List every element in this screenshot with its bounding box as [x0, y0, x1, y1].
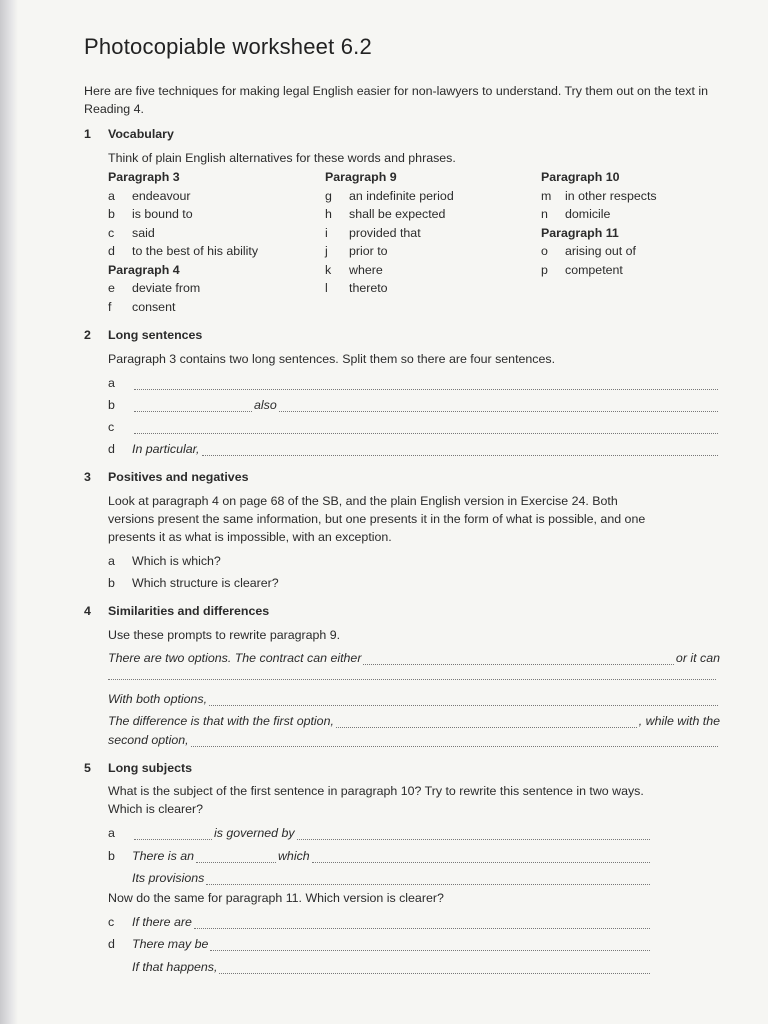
section-5-number: 5 [84, 761, 91, 775]
section-2-number: 2 [84, 328, 91, 342]
list-item: d to the best of his ability [108, 244, 259, 258]
section-5-instruction-line-1: What is the subject of the first sentence in paragraph 10? Try to rewrite this sentence in two ways. [108, 784, 644, 798]
vocab-column-3 [541, 168, 721, 279]
vocab-column-2 [325, 168, 525, 298]
list-item: b is bound to [108, 207, 193, 221]
list-item: l thereto [325, 281, 388, 295]
answer-line-5a[interactable]: a is governed by [108, 822, 652, 840]
answer-line-5d[interactable]: d There may be [108, 933, 652, 951]
answer-line-2b[interactable]: b also [108, 394, 720, 412]
list-item: a endeavour [108, 188, 191, 203]
paragraph-4-heading: Paragraph 4 [108, 262, 180, 277]
answer-line-2c[interactable]: c [108, 416, 720, 434]
list-item: c said [108, 225, 155, 240]
paragraph-11-heading: Paragraph 11 [541, 225, 619, 240]
list-item: i provided that [325, 225, 421, 240]
list-item: g an indefinite period [325, 188, 454, 203]
section-5-instruction-line-3: Now do the same for paragraph 11. Which version is clearer? [108, 891, 444, 905]
question-3b: b Which structure is clearer? [108, 576, 279, 590]
section-5-instruction-line-2: Which is clearer? [108, 802, 204, 816]
list-item: n domicile [541, 207, 611, 221]
list-item: m in other respects [541, 188, 657, 203]
section-4-number: 4 [84, 604, 91, 618]
section-3-instruction-line-1: Look at paragraph 4 on page 68 of the SB, and the plain English version in Exercise 24. Both [108, 494, 618, 508]
answer-line-5c[interactable]: c If there are [108, 911, 652, 929]
answer-line-4-3[interactable]: The difference is that with the first option, , while with the [108, 714, 720, 728]
list-item: k where [325, 262, 383, 277]
paragraph-9-heading: Paragraph 9 [325, 170, 397, 184]
section-5-title: Long subjects [108, 761, 192, 775]
answer-line-4-2[interactable]: With both options, [108, 688, 720, 706]
section-3-instruction-line-3: presents it as what is impossible, with an exception. [108, 530, 392, 544]
section-2-instruction: Paragraph 3 contains two long sentences. Split them so there are four sentences. [108, 352, 556, 366]
list-item: p competent [541, 262, 623, 277]
list-item: e deviate from [108, 281, 201, 295]
list-item: o arising out of [541, 244, 636, 258]
answer-line-5b[interactable]: b There is an which [108, 845, 652, 863]
section-3-instruction-line-2: versions present the same information, but one presents it in the form of what is possible, and one [108, 512, 646, 526]
question-3a: a Which is which? [108, 554, 221, 568]
vocab-column-1 [108, 168, 318, 316]
list-item: f consent [108, 299, 176, 314]
list-item: h shall be expected [325, 207, 446, 221]
section-1-instruction: Think of plain English alternatives for these words and phrases. [108, 151, 456, 165]
page-title: Photocopiable worksheet 6.2 [84, 34, 372, 59]
section-1-number: 1 [84, 127, 91, 141]
answer-line-4-4[interactable]: second option, [108, 729, 720, 747]
answer-line-4-1[interactable]: There are two options. The contract can either or it can [108, 651, 720, 665]
list-item: j prior to [325, 244, 388, 258]
paragraph-10-heading: Paragraph 10 [541, 170, 620, 184]
intro-text: Here are five techniques for making legal English easier for non-lawyers to understand. Try them out on the text in Reading 4. [84, 84, 708, 116]
section-4-title: Similarities and differences [108, 604, 270, 618]
section-3-title: Positives and negatives [108, 470, 249, 484]
answer-line-2d[interactable]: d In particular, [108, 438, 720, 456]
answer-line-5d-2[interactable]: If that happens, [132, 956, 652, 974]
section-4-instruction: Use these prompts to rewrite paragraph 9. [108, 628, 341, 642]
section-2-title: Long sentences [108, 328, 203, 342]
section-3-number: 3 [84, 470, 91, 484]
answer-line-4-1b[interactable] [108, 679, 716, 680]
answer-line-5b-2[interactable]: Its provisions [132, 867, 652, 885]
answer-line-2a[interactable]: a [108, 372, 720, 390]
paragraph-3-heading: Paragraph 3 [108, 170, 180, 184]
section-1-title: Vocabulary [108, 127, 174, 141]
